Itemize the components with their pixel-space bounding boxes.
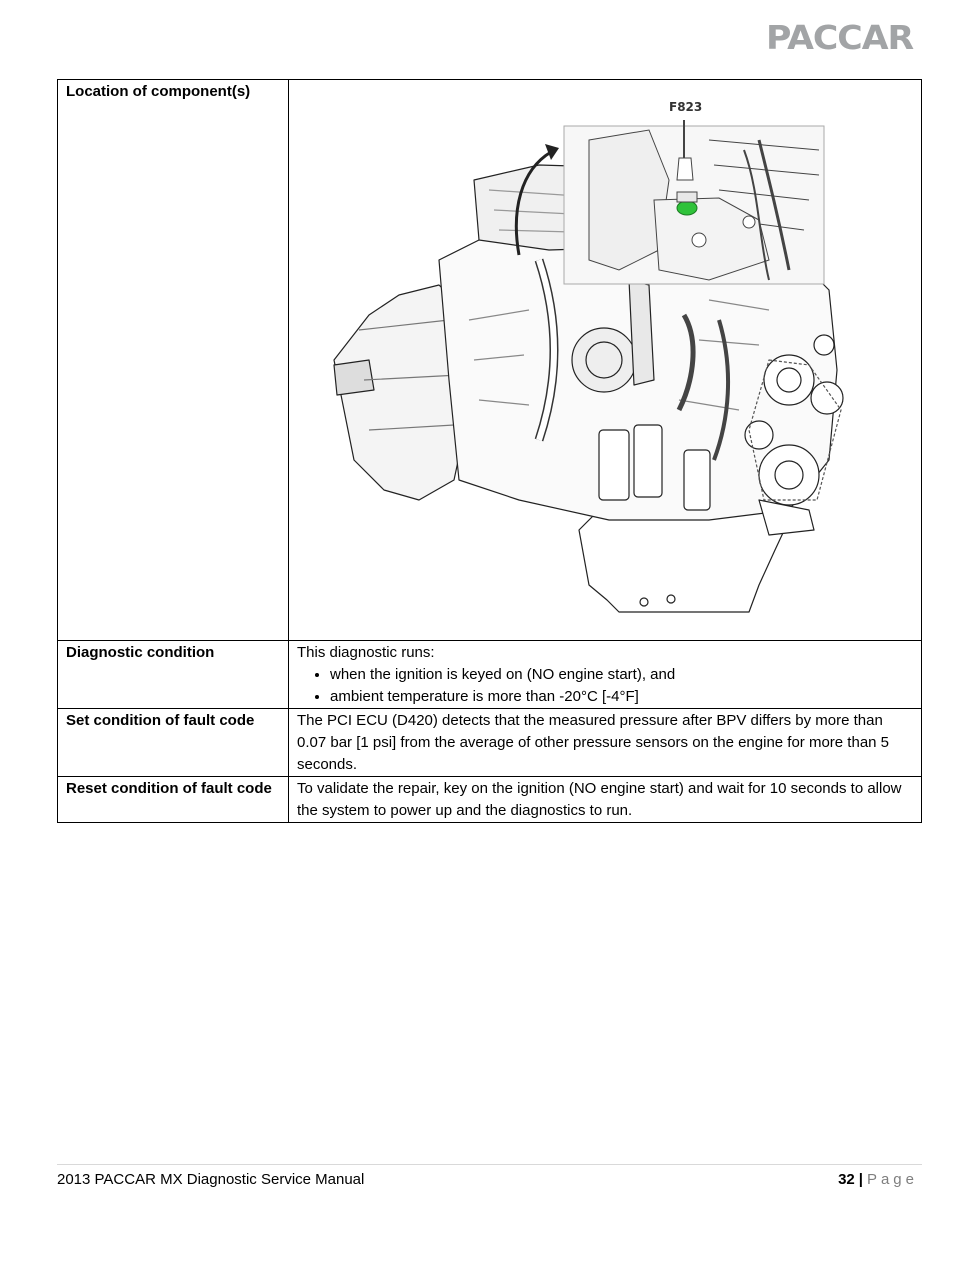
- diagnostic-label: Diagnostic condition: [58, 641, 289, 709]
- component-callout: F823: [669, 100, 703, 114]
- manual-title: 2013 PACCAR MX Diagnostic Service Manual: [57, 1171, 365, 1188]
- fault-code-table: [57, 79, 922, 823]
- page-label: Page: [866, 1171, 918, 1188]
- location-image-cell: [289, 80, 922, 641]
- reset-condition-label: Reset condition of fault code: [58, 777, 289, 823]
- engine-diagram: [289, 80, 921, 640]
- location-label: Location of component(s): [58, 80, 289, 641]
- row-location: [58, 80, 922, 641]
- diagnostic-bullet-list: [297, 664, 913, 708]
- page-number: 32: [838, 1171, 855, 1188]
- set-condition-text: The PCI ECU (D420) detects that the measured pressure after BPV differs by more than 0.07 bar [1 psi] from the average of other pressure sensors on the engine for more than 5 seconds.: [289, 709, 922, 777]
- diagnostic-cell: [289, 641, 922, 709]
- row-set-condition: [58, 709, 922, 777]
- row-reset-condition: [58, 777, 922, 823]
- set-condition-label: Set condition of fault code: [58, 709, 289, 777]
- page-footer: [57, 1164, 922, 1188]
- page-separator: |: [858, 1171, 863, 1188]
- list-item: • ambient temperature is more than -20°C [-4°F]: [330, 686, 913, 708]
- diagnostic-intro: This diagnostic runs:: [297, 644, 435, 661]
- reset-condition-text: To validate the repair, key on the ignition (NO engine start) and wait for 10 seconds to allow the system to power up and the diagnostics to run.: [289, 777, 922, 823]
- logo-wordmark: PACCAR: [766, 18, 914, 57]
- engine-illustration: [289, 80, 921, 640]
- list-item: • when the ignition is keyed on (NO engine start), and: [330, 664, 913, 686]
- page-indicator: [838, 1170, 918, 1190]
- row-diagnostic-condition: [58, 641, 922, 709]
- paccar-logo: [766, 20, 924, 56]
